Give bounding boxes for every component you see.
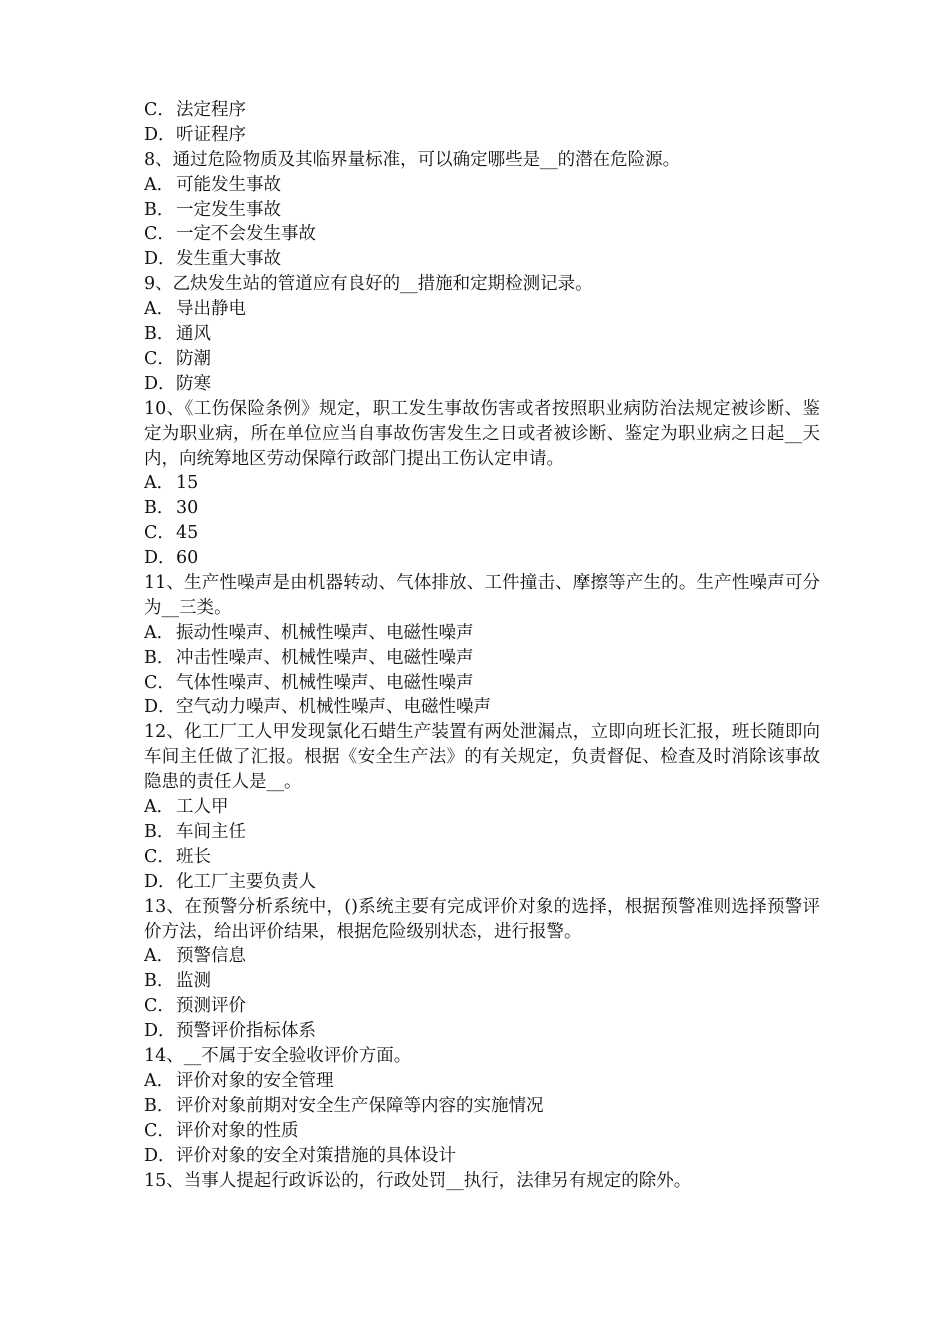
option-letter: D． xyxy=(144,249,176,270)
answer-option xyxy=(144,646,820,671)
answer-option xyxy=(144,198,820,223)
option-text: 预警信息 xyxy=(176,946,246,967)
option-text: 法定程序 xyxy=(176,100,246,120)
option-text: 导出静电 xyxy=(176,299,246,320)
answer-option xyxy=(144,496,820,521)
option-text: 听证程序 xyxy=(176,124,246,145)
answer-option xyxy=(144,297,820,322)
answer-option xyxy=(144,795,820,820)
answer-option xyxy=(144,870,820,895)
option-letter: A． xyxy=(144,299,175,320)
option-text: 化工厂主要负责人 xyxy=(176,871,316,892)
option-letter: B． xyxy=(144,324,175,345)
option-letter: D． xyxy=(144,697,176,718)
question-text: 9、乙炔发生站的管道应有良好的__措施和定期检测记录。 xyxy=(144,274,593,295)
option-text: 30 xyxy=(176,498,199,519)
option-letter: A． xyxy=(144,797,175,818)
option-letter: D． xyxy=(144,373,176,394)
option-text: 评价对象的性质 xyxy=(176,1120,299,1141)
answer-option xyxy=(144,247,820,272)
option-letter: D． xyxy=(144,871,176,892)
option-letter: C． xyxy=(144,523,175,544)
answer-option xyxy=(144,372,820,397)
option-letter: C． xyxy=(144,1120,175,1141)
option-letter: B． xyxy=(144,821,175,842)
question-text: 10、《工伤保险条例》规定，职工发生事故伤害或者按照职业病防治法规定被诊断、鉴定为职业病，所在单位应当自事故伤害发生之日或者被诊断、鉴定为职业病之日起__天内，向统筹地区劳动保障行政部门提出工伤认定申请。 xyxy=(144,398,820,469)
question-text: 12、化工厂工人甲发现氯化石蜡生产装置有两处泄漏点，立即向班长汇报，班长随即向车间主任做了汇报。根据《安全生产法》的有关规定，负责督促、检查及时消除该事故隐患的责任人是__。 xyxy=(144,722,820,793)
option-text: 45 xyxy=(176,523,199,544)
option-letter: C． xyxy=(144,996,175,1017)
answer-option xyxy=(144,1019,820,1044)
option-text: 班长 xyxy=(176,846,211,867)
option-letter: C． xyxy=(144,672,175,693)
option-letter: C． xyxy=(144,100,175,120)
option-text: 一定不会发生事故 xyxy=(176,224,316,245)
question-text: 8、通过危险物质及其临界量标准，可以确定哪些是__的潜在危险源。 xyxy=(144,149,681,170)
option-letter: C． xyxy=(144,846,175,867)
option-text: 防寒 xyxy=(176,373,211,394)
document-page xyxy=(144,98,820,1193)
answer-option xyxy=(144,820,820,845)
answer-option xyxy=(144,471,820,496)
option-text: 防潮 xyxy=(176,348,211,369)
answer-option xyxy=(144,994,820,1019)
option-text: 工人甲 xyxy=(176,797,229,818)
answer-option xyxy=(144,322,820,347)
option-text: 车间主任 xyxy=(176,821,246,842)
option-text: 气体性噪声、机械性噪声、电磁性噪声 xyxy=(176,672,474,693)
option-text: 振动性噪声、机械性噪声、电磁性噪声 xyxy=(176,622,474,643)
question-text: 13、在预警分析系统中，()系统主要有完成评价对象的选择，根据预警准则选择预警评价方法，给出评价结果，根据危险级别状态，进行报警。 xyxy=(144,896,820,942)
option-letter: A． xyxy=(144,174,175,195)
option-letter: A． xyxy=(144,622,175,643)
answer-option xyxy=(144,969,820,994)
option-text: 15 xyxy=(176,473,199,494)
option-letter: A． xyxy=(144,473,175,494)
option-letter: B． xyxy=(144,199,175,220)
answer-option xyxy=(144,546,820,571)
option-text: 预测评价 xyxy=(176,996,246,1017)
option-text: 空气动力噪声、机械性噪声、电磁性噪声 xyxy=(176,697,491,718)
answer-option xyxy=(144,98,820,123)
option-text: 可能发生事故 xyxy=(176,174,281,195)
option-letter: A． xyxy=(144,1070,175,1091)
option-text: 一定发生事故 xyxy=(176,199,281,220)
option-letter: D． xyxy=(144,548,176,569)
answer-option xyxy=(144,1094,820,1119)
option-text: 评价对象前期对安全生产保障等内容的实施情况 xyxy=(176,1095,544,1116)
answer-option xyxy=(144,347,820,372)
answer-option xyxy=(144,695,820,720)
option-letter: C． xyxy=(144,348,175,369)
answer-option xyxy=(144,621,820,646)
answer-option xyxy=(144,123,820,148)
option-text: 评价对象的安全对策措施的具体设计 xyxy=(176,1145,456,1166)
question-text: 15、当事人提起行政诉讼的，行政处罚__执行，法律另有规定的除外。 xyxy=(144,1170,692,1191)
answer-option xyxy=(144,1119,820,1144)
answer-option xyxy=(144,845,820,870)
answer-option xyxy=(144,222,820,247)
option-text: 评价对象的安全管理 xyxy=(176,1070,334,1091)
option-letter: D． xyxy=(144,1145,176,1166)
answer-option xyxy=(144,944,820,969)
option-letter: B． xyxy=(144,647,175,668)
option-letter: C． xyxy=(144,224,175,245)
question-text: 14、__不属于安全验收评价方面。 xyxy=(144,1046,412,1067)
answer-option xyxy=(144,671,820,696)
option-text: 通风 xyxy=(176,324,211,345)
option-text: 监测 xyxy=(176,971,211,992)
answer-option xyxy=(144,521,820,546)
option-letter: A． xyxy=(144,946,175,967)
option-letter: B． xyxy=(144,971,175,992)
answer-option xyxy=(144,1144,820,1169)
option-letter: D． xyxy=(144,124,176,145)
option-letter: D． xyxy=(144,1021,176,1042)
answer-option xyxy=(144,1069,820,1094)
option-text: 预警评价指标体系 xyxy=(176,1021,316,1042)
option-letter: B． xyxy=(144,498,175,519)
option-text: 60 xyxy=(176,548,199,569)
option-text: 发生重大事故 xyxy=(176,249,281,270)
option-text: 冲击性噪声、机械性噪声、电磁性噪声 xyxy=(176,647,474,668)
answer-option xyxy=(144,173,820,198)
option-letter: B． xyxy=(144,1095,175,1116)
question-text: 11、生产性噪声是由机器转动、气体排放、工件撞击、摩擦等产生的。生产性噪声可分为__三类。 xyxy=(144,573,820,618)
